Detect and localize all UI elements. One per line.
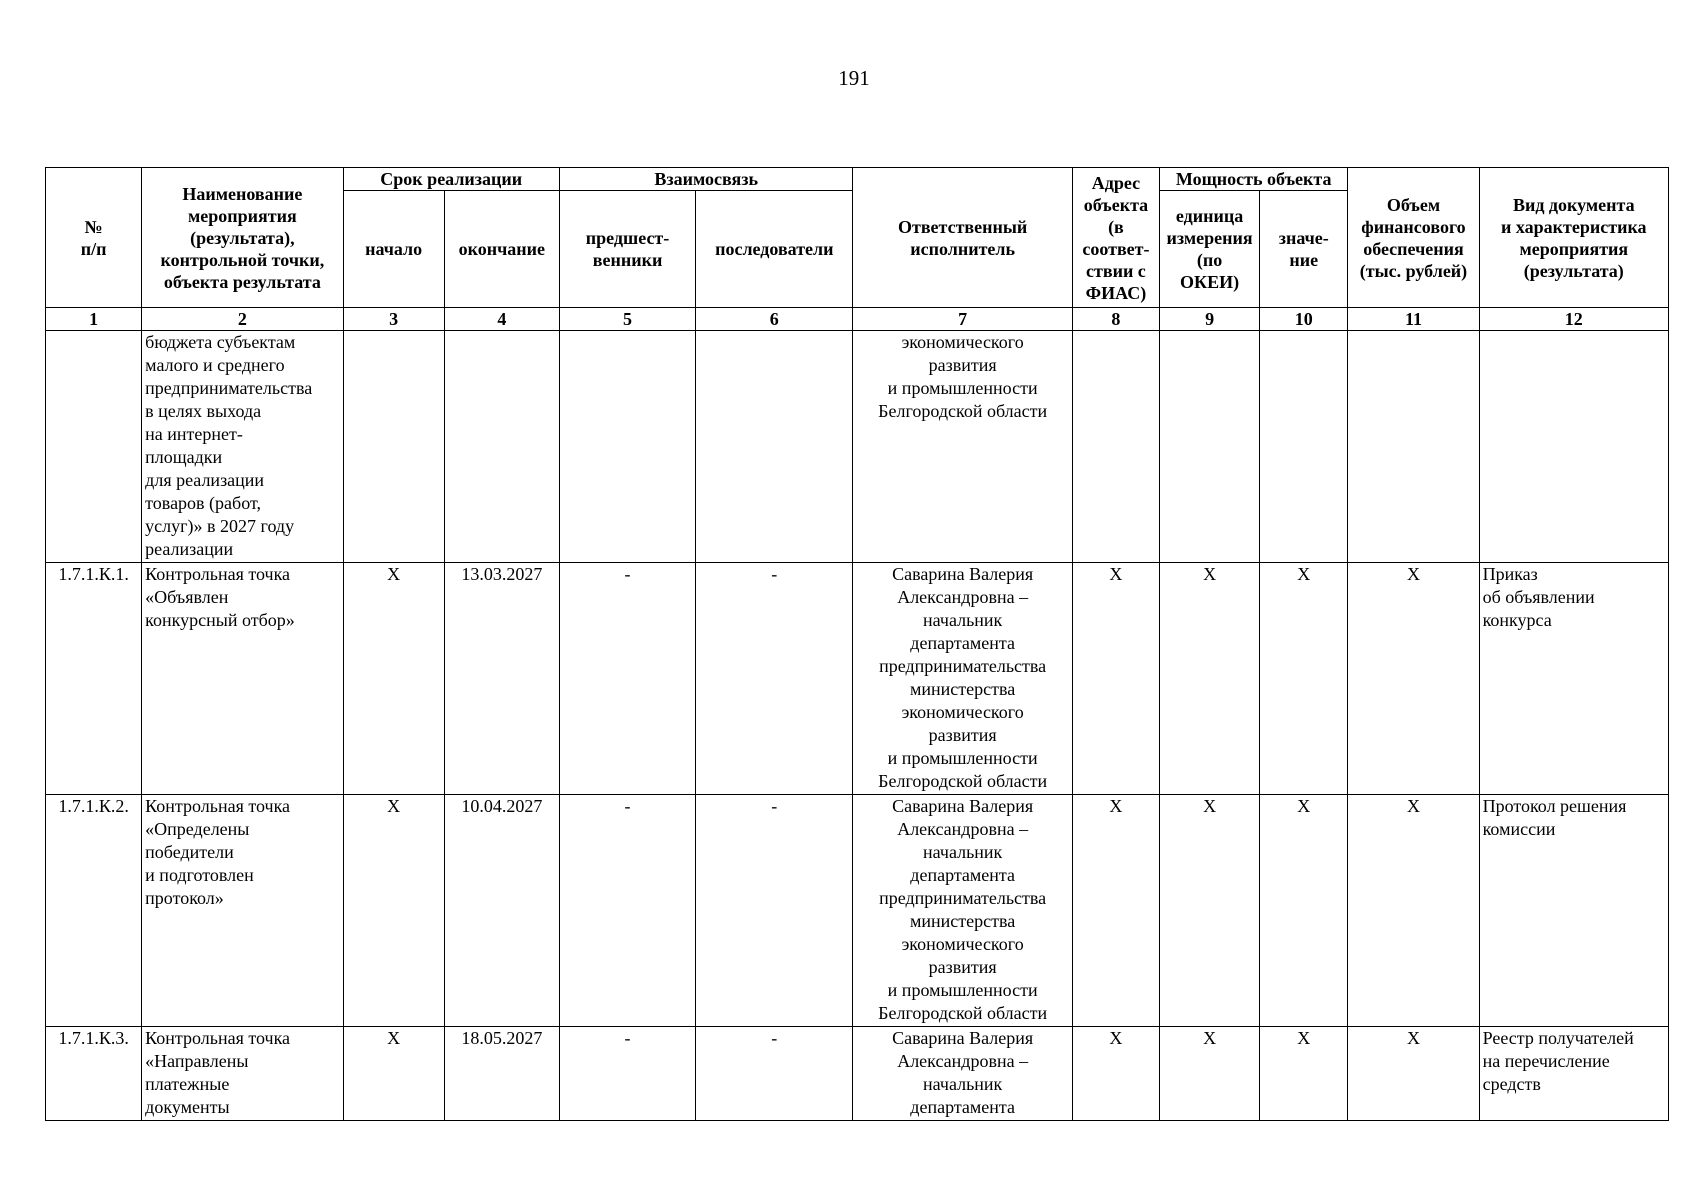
row-address	[1072, 331, 1159, 563]
header-end: окончание	[444, 191, 559, 308]
header-num: № п/п	[46, 168, 142, 308]
row-successors	[696, 331, 853, 563]
header-start: начало	[343, 191, 444, 308]
row-value: X	[1260, 795, 1348, 1027]
row-financing: X	[1348, 563, 1479, 795]
column-number: 7	[853, 308, 1072, 331]
row-name: Контрольная точка «Объявлен конкурсный отбор»	[142, 563, 343, 795]
row-financing	[1348, 331, 1479, 563]
column-number: 3	[343, 308, 444, 331]
row-start	[343, 331, 444, 563]
header-predecessors: предшест- венники	[559, 191, 695, 308]
row-end: 13.03.2027	[444, 563, 559, 795]
row-predecessors	[559, 331, 695, 563]
row-responsible: Саварина Валерия Александровна – начальник департамента	[853, 1027, 1072, 1121]
row-predecessors: -	[559, 563, 695, 795]
row-num: 1.7.1.К.2.	[46, 795, 142, 1027]
row-name: бюджета субъектам малого и среднего предпринимательства в целях выхода на интернет- площадки для реализации товаров (работ, услуг)» в 2027 году реализации	[142, 331, 343, 563]
row-value: X	[1260, 1027, 1348, 1121]
column-number: 5	[559, 308, 695, 331]
column-number: 1	[46, 308, 142, 331]
column-number: 11	[1348, 308, 1479, 331]
column-number: 10	[1260, 308, 1348, 331]
header-successors: последователи	[696, 191, 853, 308]
row-address: X	[1072, 795, 1159, 1027]
row-value	[1260, 331, 1348, 563]
row-end	[444, 331, 559, 563]
row-num: 1.7.1.К.1.	[46, 563, 142, 795]
page-number: 191	[838, 66, 870, 90]
header-financing: Объем финансового обеспечения (тыс. рублей)	[1348, 168, 1479, 308]
column-number: 9	[1160, 308, 1260, 331]
row-document: Протокол решения комиссии	[1479, 795, 1668, 1027]
row-responsible: Саварина Валерия Александровна – начальник департамента предпринимательства министерства экономического развития и промышленности Белгородской области	[853, 563, 1072, 795]
row-unit: X	[1160, 563, 1260, 795]
row-predecessors: -	[559, 795, 695, 1027]
column-number: 4	[444, 308, 559, 331]
header-link-group: Взаимосвязь	[559, 168, 853, 191]
column-number: 6	[696, 308, 853, 331]
row-document: Реестр получателей на перечисление средств	[1479, 1027, 1668, 1121]
row-address: X	[1072, 1027, 1159, 1121]
row-predecessors: -	[559, 1027, 695, 1121]
row-value: X	[1260, 563, 1348, 795]
header-value: значе- ние	[1260, 191, 1348, 308]
column-numbers-row	[46, 308, 1669, 331]
column-number: 12	[1479, 308, 1668, 331]
row-name: Контрольная точка «Определены победители и подготовлен протокол»	[142, 795, 343, 1027]
column-number: 8	[1072, 308, 1159, 331]
row-financing: X	[1348, 1027, 1479, 1121]
row-successors: -	[696, 795, 853, 1027]
header-address: Адрес объекта (в соответ- ствии с ФИАС)	[1072, 168, 1159, 308]
row-unit: X	[1160, 795, 1260, 1027]
row-num	[46, 331, 142, 563]
table-row	[46, 331, 1669, 563]
header-unit: единица измерения (по ОКЕИ)	[1160, 191, 1260, 308]
row-successors: -	[696, 563, 853, 795]
activity-plan-table	[45, 167, 1669, 1121]
row-end: 10.04.2027	[444, 795, 559, 1027]
table-row	[46, 1027, 1669, 1121]
header-responsible: Ответственный исполнитель	[853, 168, 1072, 308]
header-term-group: Срок реализации	[343, 168, 559, 191]
row-end: 18.05.2027	[444, 1027, 559, 1121]
header-name: Наименование мероприятия (результата), контрольной точки, объекта результата	[142, 168, 343, 308]
row-num: 1.7.1.К.3.	[46, 1027, 142, 1121]
header-document: Вид документа и характеристика мероприятия (результата)	[1479, 168, 1668, 308]
row-document: Приказ об объявлении конкурса	[1479, 563, 1668, 795]
column-number: 2	[142, 308, 343, 331]
row-financing: X	[1348, 795, 1479, 1027]
row-start: X	[343, 795, 444, 1027]
row-unit: X	[1160, 1027, 1260, 1121]
row-name: Контрольная точка «Направлены платежные документы	[142, 1027, 343, 1121]
table-row	[46, 563, 1669, 795]
header-power-group: Мощность объекта	[1160, 168, 1348, 191]
table-row	[46, 795, 1669, 1027]
row-start: X	[343, 563, 444, 795]
row-document	[1479, 331, 1668, 563]
row-address: X	[1072, 563, 1159, 795]
row-responsible: Саварина Валерия Александровна – начальник департамента предпринимательства министерства экономического развития и промышленности Белгородской области	[853, 795, 1072, 1027]
row-start: X	[343, 1027, 444, 1121]
row-successors: -	[696, 1027, 853, 1121]
row-unit	[1160, 331, 1260, 563]
row-responsible: экономического развития и промышленности Белгородской области	[853, 331, 1072, 563]
